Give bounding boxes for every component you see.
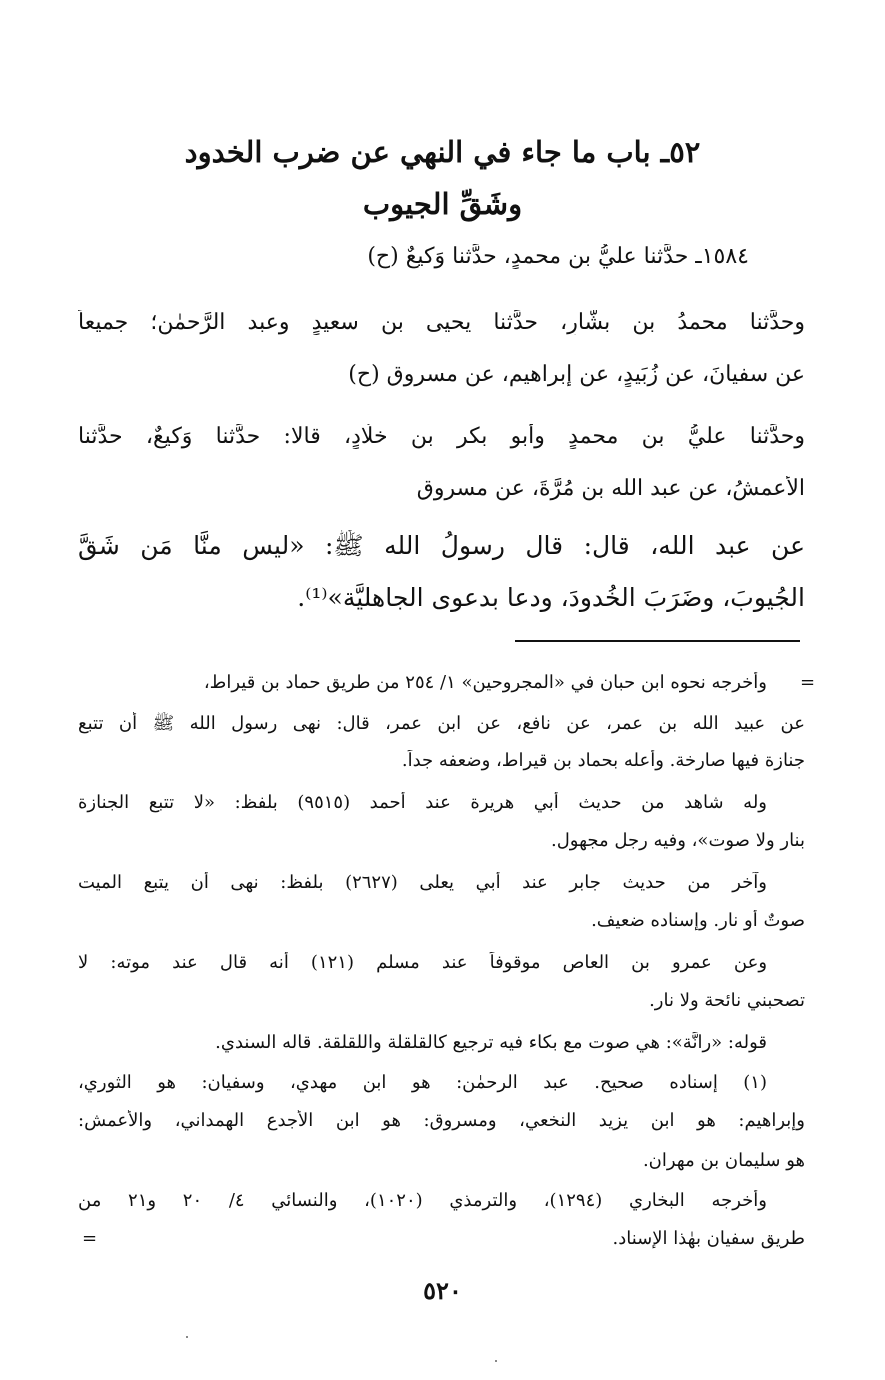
- footnote-line-3: جنازة فيها صارخة. وأعله بحماد بن قيراط، وضعفه جداً.: [401, 750, 805, 771]
- footnote-line-14: وأخرجه البخاري (١٢٩٤)، والترمذي (١٠٢٠)، والنسائي ٤/ ٢٠ و٢١ من: [78, 1190, 767, 1211]
- footnote-line-9: تصحبني نائحة ولا نار.: [649, 990, 805, 1011]
- matn-line-2: الجُيوبَ، وضَرَبَ الخُدودَ، ودعا بدعوى الجاهليَّة»⁽¹⁾.: [297, 583, 805, 612]
- scan-speck: [495, 1360, 497, 1362]
- footnote-line-15: طريق سفيان بهٰذا الإسناد.: [612, 1228, 805, 1249]
- scan-speck: [186, 1336, 188, 1338]
- footnote-line-1: وأخرجه نحوه ابن حبان في «المجروحين» ١/ ٢٥٤ من طريق حماد بن قيراط،: [203, 672, 767, 693]
- footnote-line-11: (١) إسناده صحيح. عبد الرحمٰن: هو ابن مهدي، وسفيان: هو الثوري،: [78, 1072, 767, 1093]
- footnote-separator: [515, 640, 800, 642]
- isnad-line-3: عن سفيانَ، عن زُبَيدٍ، عن إبراهيم، عن مسروقٍ (ح): [348, 362, 805, 387]
- footnote-line-13: هو سليمان بن مهران.: [642, 1150, 805, 1171]
- chapter-title-line-1: ٥٢ـ باب ما جاء في النهي عن ضرب الخدود: [184, 135, 701, 169]
- matn-line-1: عن عبد الله، قال: قال رسولُ الله ﷺ: «ليس منَّا مَن شَقَّ: [78, 531, 805, 560]
- isnad-line-2: وحدَّثنا محمدُ بن بشَّارٍ، حدَّثنا يحيى بن سعيدٍ وعبد الرَّحمٰن؛ جميعاً: [78, 310, 805, 335]
- footnote-line-8: وعن عمرو بن العاص موقوفاً عند مسلم (١٢١) أنه قال عند موته: لا: [78, 952, 767, 973]
- isnad-line-4: وحدَّثنا عليُّ بن محمدٍ وأبو بكر بن خلَّادٍ، قالا: حدَّثنا وَكيعٌ، حدَّثنا: [78, 424, 805, 449]
- footnote-line-10: قوله: «رانَّة»: هي صوت مع بكاء فيه ترجيع كالقلقلة واللقلقة. قاله السندي.: [215, 1032, 767, 1053]
- chapter-title: [60, 126, 825, 230]
- continuation-mark-top: =: [800, 672, 816, 693]
- footnote-line-12: وإبراهيم: هو ابن يزيد النخعي، ومسروق: هو ابن الأجدع الهمداني، والأعمش:: [78, 1110, 805, 1131]
- footnote-line-2: عن عبيد الله بن عمر، عن نافع، عن ابن عمر، قال: نهى رسول الله ﷺ أن تتبع: [78, 713, 805, 734]
- continuation-mark-bottom: =: [82, 1228, 98, 1249]
- isnad-line-5: الأعمشُ، عن عبد الله بن مُرَّةَ، عن مسروقٍ: [416, 476, 805, 501]
- footnote-line-5: بنار ولا صوت»، وفيه رجل مجهول.: [550, 830, 805, 851]
- page-number: ٥٢٠: [423, 1276, 462, 1305]
- footnote-line-4: وله شاهد من حديث أبي هريرة عند أحمد (٩٥١٥) بلفظ: «لا تتبع الجنازة: [78, 792, 767, 813]
- isnad-line-1: ١٥٨٤ـ حدَّثنا عليُّ بن محمدٍ، حدَّثنا وَكيعٌ (ح): [367, 244, 749, 269]
- footnote-line-6: وآخر من حديث جابر عند أبي يعلى (٢٦٢٧) بلفظ: نهى أن يتبع الميت: [78, 872, 767, 893]
- chapter-title-line-2: وشَقِّ الجيوب: [362, 187, 523, 221]
- footnote-line-7: صوتٌ أو نار. وإسناده ضعيف.: [591, 910, 805, 931]
